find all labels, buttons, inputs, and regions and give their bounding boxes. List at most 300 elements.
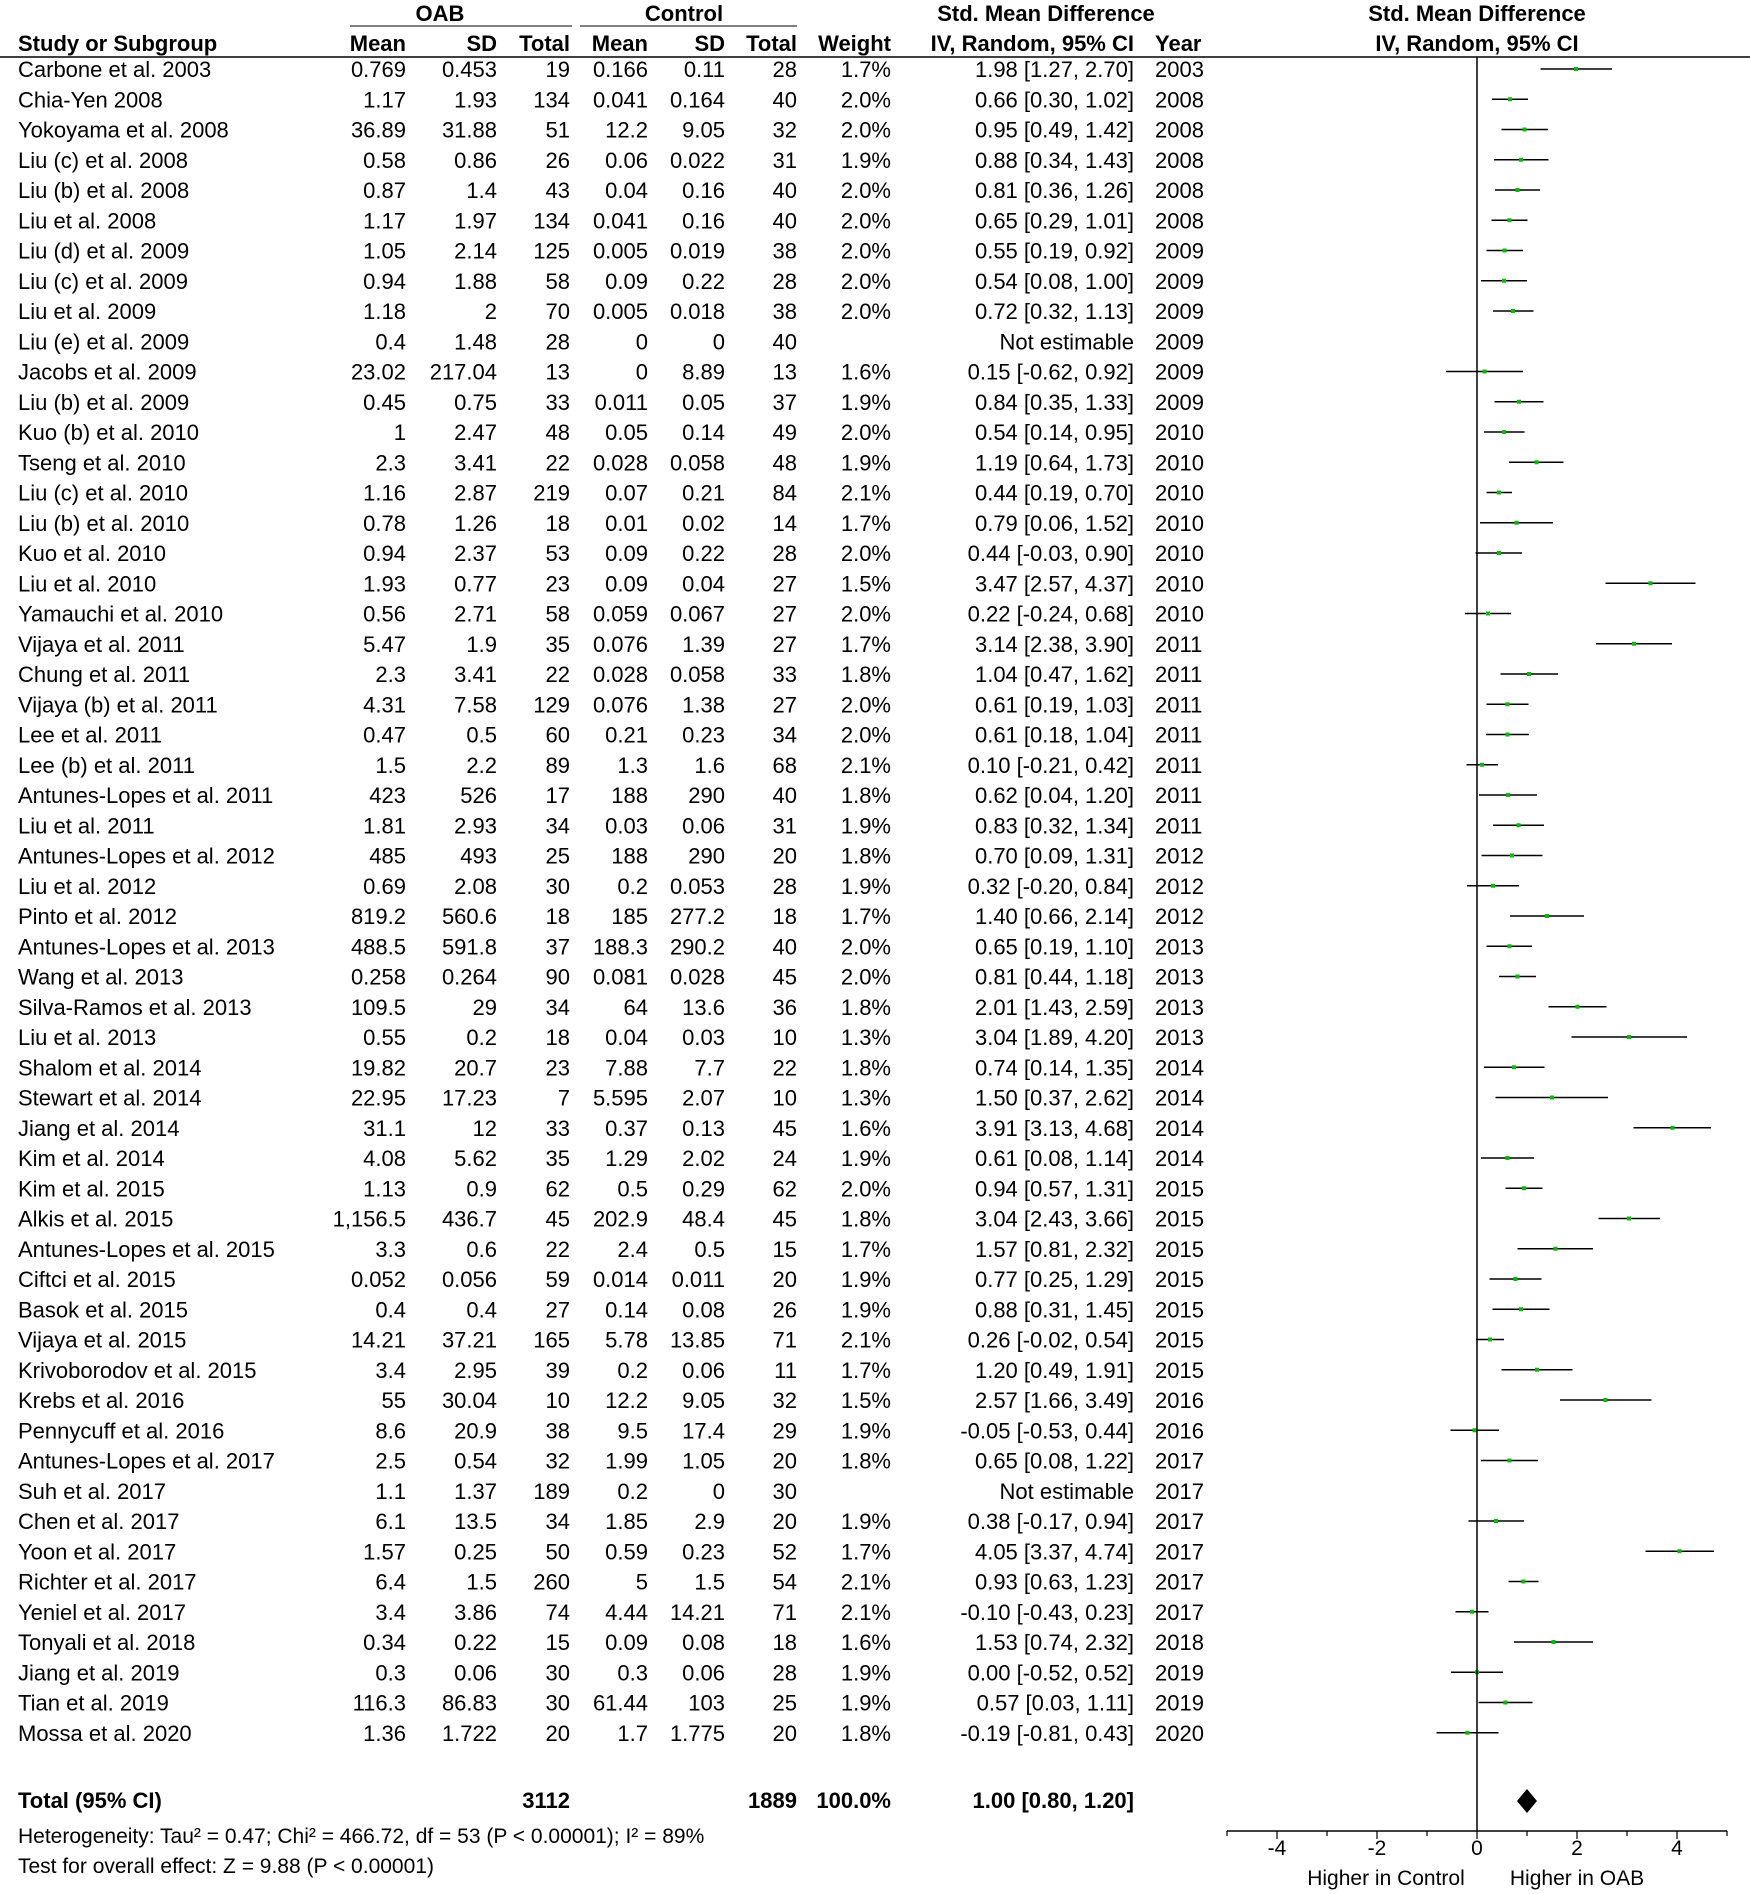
row-oab-sd: 2.93 xyxy=(454,813,497,839)
row-weight: 1.3% xyxy=(840,1025,891,1050)
row-ctrl-mean: 0.09 xyxy=(605,268,648,294)
row-ctrl-total: 32 xyxy=(772,117,797,143)
row-ctrl-mean: 0 xyxy=(635,359,648,385)
effect-marker xyxy=(1512,1065,1516,1069)
row-year: 2012 xyxy=(1155,843,1204,869)
row-year: 2013 xyxy=(1155,934,1204,960)
row-weight: 2.0% xyxy=(840,541,891,566)
row-ctrl-total: 20 xyxy=(772,1720,797,1746)
row-smd-ci: 0.62 [0.04, 1.20] xyxy=(974,783,1134,808)
table-row xyxy=(18,571,1204,596)
row-ctrl-total: 32 xyxy=(772,1388,797,1413)
row-year: 2014 xyxy=(1155,1085,1204,1111)
row-ctrl-sd: 13.85 xyxy=(669,1327,725,1353)
table-row xyxy=(18,1297,1204,1322)
row-ctrl-mean: 188.3 xyxy=(592,934,648,960)
row-ctrl-mean: 0.06 xyxy=(605,147,648,173)
row-ctrl-total: 28 xyxy=(772,268,797,294)
row-ctrl-mean: 0.081 xyxy=(592,964,648,990)
row-oab-sd: 3.41 xyxy=(454,450,497,476)
row-ctrl-sd: 2.02 xyxy=(682,1146,725,1171)
table-row xyxy=(18,1025,1204,1050)
header-weight: Weight xyxy=(818,31,891,56)
row-oab-sd: 0.54 xyxy=(454,1448,497,1474)
row-ctrl-total: 62 xyxy=(772,1176,797,1202)
row-ctrl-sd: 0.23 xyxy=(682,722,725,748)
row-year: 2013 xyxy=(1155,964,1204,990)
row-oab-total: 23 xyxy=(545,1055,570,1081)
row-study-name: Jiang et al. 2019 xyxy=(18,1660,180,1686)
row-ctrl-sd: 0.06 xyxy=(682,1660,725,1686)
row-ctrl-mean: 64 xyxy=(623,994,648,1020)
row-ctrl-sd: 0.5 xyxy=(694,1236,725,1262)
row-weight: 1.8% xyxy=(840,1206,891,1232)
row-oab-mean: 4.31 xyxy=(363,692,406,718)
row-ctrl-mean: 0.076 xyxy=(592,631,648,657)
row-year: 2017 xyxy=(1155,1569,1204,1595)
row-oab-sd: 526 xyxy=(460,783,497,808)
row-ctrl-total: 45 xyxy=(772,964,797,990)
row-smd-ci: 1.04 [0.47, 1.62] xyxy=(974,662,1134,687)
row-smd-ci: 3.91 [3.13, 4.68] xyxy=(974,1115,1134,1141)
effect-marker xyxy=(1506,793,1510,797)
row-oab-sd: 493 xyxy=(460,843,497,869)
row-smd-ci: 0.81 [0.44, 1.18] xyxy=(974,964,1134,990)
row-ctrl-sd: 2.9 xyxy=(694,1509,725,1534)
row-oab-total: 33 xyxy=(545,389,570,415)
effect-marker xyxy=(1649,581,1653,585)
row-weight: 2.1% xyxy=(840,480,891,506)
row-oab-mean: 6.1 xyxy=(375,1509,406,1534)
effect-marker xyxy=(1486,612,1490,616)
row-ctrl-sd: 17.4 xyxy=(682,1418,725,1444)
row-weight: 1.8% xyxy=(840,1055,891,1081)
row-year: 2011 xyxy=(1155,813,1203,839)
row-ctrl-mean: 0.2 xyxy=(617,1478,648,1504)
row-oab-total: 27 xyxy=(545,1297,570,1323)
effect-marker xyxy=(1506,1156,1510,1160)
row-weight: 1.6% xyxy=(840,1115,891,1141)
row-ctrl-mean: 5 xyxy=(635,1569,648,1595)
row-oab-sd: 2.2 xyxy=(466,752,497,778)
row-weight: 2.1% xyxy=(840,1327,891,1353)
row-ctrl-sd: 0.06 xyxy=(682,813,725,839)
row-oab-mean: 1.17 xyxy=(363,208,406,234)
row-oab-mean: 2.3 xyxy=(375,450,406,476)
row-year: 2012 xyxy=(1155,904,1204,929)
row-weight: 1.7% xyxy=(840,510,891,536)
row-ctrl-mean: 1.3 xyxy=(617,752,648,778)
row-oab-sd: 7.58 xyxy=(454,692,497,718)
row-oab-sd: 0.06 xyxy=(454,1660,497,1686)
row-ctrl-sd: 1.39 xyxy=(682,631,725,657)
row-oab-sd: 0.4 xyxy=(466,1297,497,1323)
x-axis xyxy=(1227,1831,1727,1860)
row-oab-total: 45 xyxy=(545,1206,570,1232)
row-weight: 1.9% xyxy=(840,1418,891,1444)
effect-marker xyxy=(1508,97,1512,101)
row-ctrl-total: 84 xyxy=(772,480,797,506)
row-year: 2012 xyxy=(1155,873,1204,899)
row-oab-total: 70 xyxy=(545,299,570,324)
row-oab-mean: 1.16 xyxy=(363,480,406,506)
row-smd-ci: 3.47 [2.57, 4.37] xyxy=(974,571,1134,597)
row-study-name: Liu et al. 2010 xyxy=(18,571,157,597)
row-study-name: Liu (b) et al. 2008 xyxy=(18,178,190,203)
row-oab-mean: 6.4 xyxy=(375,1569,406,1595)
row-study-name: Jacobs et al. 2009 xyxy=(18,359,197,385)
row-ctrl-total: 28 xyxy=(772,57,797,82)
row-weight: 2.0% xyxy=(840,722,891,748)
row-oab-total: 58 xyxy=(545,601,570,627)
row-ctrl-sd: 103 xyxy=(688,1690,725,1716)
row-ctrl-sd: 0 xyxy=(712,329,725,355)
row-ctrl-sd: 1.6 xyxy=(694,752,725,778)
row-weight: 1.6% xyxy=(840,359,891,385)
header-control: Control xyxy=(644,1,724,26)
row-ctrl-mean: 12.2 xyxy=(605,1388,648,1413)
row-weight: 2.0% xyxy=(840,934,891,960)
row-ctrl-mean: 5.595 xyxy=(592,1085,648,1111)
row-ctrl-sd: 7.7 xyxy=(694,1055,725,1081)
row-ctrl-total: 26 xyxy=(772,1297,797,1323)
table-row xyxy=(18,1479,1204,1504)
row-ctrl-total: 20 xyxy=(772,1509,797,1534)
row-oab-mean: 0.87 xyxy=(363,178,406,203)
effect-marker xyxy=(1523,128,1527,132)
row-year: 2019 xyxy=(1155,1660,1204,1686)
row-study-name: Lee et al. 2011 xyxy=(18,722,162,748)
row-ctrl-sd: 13.6 xyxy=(682,994,725,1020)
row-oab-sd: 2.37 xyxy=(454,541,497,566)
row-oab-total: 51 xyxy=(545,117,570,143)
table-row xyxy=(18,269,1204,294)
row-ctrl-sd: 0.028 xyxy=(669,964,725,990)
total-weight: 100.0% xyxy=(816,1788,891,1813)
table-row xyxy=(18,874,1204,899)
row-oab-mean: 0.55 xyxy=(363,1025,406,1050)
row-oab-mean: 0.34 xyxy=(363,1630,406,1655)
table-row xyxy=(18,390,1204,415)
row-oab-sd: 0.25 xyxy=(454,1539,497,1565)
row-year: 2009 xyxy=(1155,359,1204,385)
row-oab-mean: 1,156.5 xyxy=(332,1206,406,1232)
row-smd-ci: 0.88 [0.31, 1.45] xyxy=(974,1297,1134,1323)
row-study-name: Liu et al. 2009 xyxy=(18,299,157,324)
row-smd-ci: 0.65 [0.08, 1.22] xyxy=(974,1448,1134,1474)
row-year: 2015 xyxy=(1155,1206,1204,1232)
header-ctrl-total: Total xyxy=(746,31,797,56)
table-row xyxy=(18,1267,1204,1292)
row-weight: 1.8% xyxy=(840,994,891,1020)
row-ctrl-sd: 9.05 xyxy=(682,1388,725,1413)
row-study-name: Tian et al. 2019 xyxy=(18,1690,169,1716)
row-ctrl-total: 20 xyxy=(772,1267,797,1292)
row-year: 2008 xyxy=(1155,208,1204,234)
row-ctrl-total: 52 xyxy=(772,1539,797,1565)
table-row xyxy=(18,360,1204,385)
table-row xyxy=(18,783,1202,808)
row-weight: 2.0% xyxy=(840,208,891,234)
row-weight: 2.0% xyxy=(840,1176,891,1202)
row-smd-ci: 0.61 [0.08, 1.14] xyxy=(974,1146,1134,1171)
row-ctrl-mean: 0.014 xyxy=(592,1267,648,1292)
row-year: 2017 xyxy=(1155,1478,1204,1504)
row-weight: 2.1% xyxy=(840,1569,891,1595)
row-ctrl-mean: 1.29 xyxy=(605,1146,648,1171)
row-smd-ci: 0.84 [0.35, 1.33] xyxy=(974,389,1134,415)
row-ctrl-sd: 0.21 xyxy=(682,480,725,506)
row-oab-sd: 0.6 xyxy=(466,1236,497,1262)
row-study-name: Kim et al. 2015 xyxy=(18,1176,165,1202)
row-smd-ci: 0.88 [0.34, 1.43] xyxy=(974,147,1134,173)
row-year: 2010 xyxy=(1155,541,1204,566)
row-ctrl-mean: 4.44 xyxy=(605,1599,648,1625)
row-oab-mean: 2.5 xyxy=(375,1448,406,1474)
row-weight: 2.0% xyxy=(840,692,891,718)
table-row xyxy=(18,965,1204,990)
row-year: 2008 xyxy=(1155,87,1204,113)
row-weight: 1.9% xyxy=(840,389,891,415)
row-smd-ci: 1.19 [0.64, 1.73] xyxy=(974,450,1134,476)
table-row xyxy=(18,1509,1204,1534)
row-oab-total: 260 xyxy=(533,1569,570,1595)
row-oab-mean: 0.3 xyxy=(375,1660,406,1686)
row-oab-total: 22 xyxy=(545,1236,570,1262)
row-ctrl-total: 27 xyxy=(772,692,797,718)
table-row xyxy=(18,1176,1204,1201)
row-ctrl-sd: 48.4 xyxy=(682,1206,725,1232)
row-ctrl-total: 40 xyxy=(772,934,797,960)
row-weight: 1.3% xyxy=(840,1085,891,1111)
axis-right-label: Higher in OAB xyxy=(1509,1867,1645,1890)
row-ctrl-total: 18 xyxy=(772,1630,797,1655)
row-oab-sd: 1.93 xyxy=(454,87,497,113)
row-weight: 1.8% xyxy=(840,1720,891,1746)
row-oab-sd: 0.77 xyxy=(454,571,497,597)
row-ctrl-sd: 0.08 xyxy=(682,1297,725,1323)
table-row xyxy=(18,511,1204,536)
row-oab-mean: 2.3 xyxy=(375,662,406,687)
row-weight: 1.5% xyxy=(840,1388,891,1413)
row-oab-total: 19 xyxy=(545,57,570,82)
row-smd-ci: 0.22 [-0.24, 0.68] xyxy=(967,601,1134,627)
row-smd-ci: 0.65 [0.19, 1.10] xyxy=(974,934,1134,960)
row-ctrl-sd: 0.29 xyxy=(682,1176,725,1202)
row-study-name: Vijaya et al. 2015 xyxy=(18,1327,187,1353)
row-study-name: Krivoborodov et al. 2015 xyxy=(18,1357,257,1383)
effect-marker xyxy=(1519,1307,1523,1311)
row-ctrl-sd: 0.03 xyxy=(682,1025,725,1050)
row-oab-sd: 1.5 xyxy=(466,1569,497,1595)
table-row xyxy=(18,753,1202,778)
row-study-name: Kuo (b) et al. 2010 xyxy=(18,420,200,445)
row-year: 2009 xyxy=(1155,268,1204,294)
row-ctrl-total: 54 xyxy=(772,1569,797,1595)
row-smd-ci: 0.94 [0.57, 1.31] xyxy=(974,1176,1134,1202)
row-ctrl-total: 28 xyxy=(772,873,797,899)
row-weight: 1.9% xyxy=(840,813,891,839)
effect-marker xyxy=(1508,944,1512,948)
row-weight: 1.9% xyxy=(840,1146,891,1171)
row-oab-total: 189 xyxy=(533,1478,570,1504)
row-smd-ci: 0.65 [0.29, 1.01] xyxy=(974,208,1134,234)
row-oab-mean: 1 xyxy=(393,420,406,445)
header-ci-plot: IV, Random, 95% CI xyxy=(1375,31,1579,56)
row-oab-sd: 3.86 xyxy=(454,1599,497,1625)
effect-marker xyxy=(1466,1731,1470,1735)
row-oab-total: 33 xyxy=(545,1115,570,1141)
table-row xyxy=(18,450,1204,475)
row-study-name: Liu et al. 2008 xyxy=(18,208,157,234)
effect-marker xyxy=(1508,218,1512,222)
effect-marker xyxy=(1535,1368,1539,1372)
row-year: 2017 xyxy=(1155,1509,1204,1534)
tick-label: 2 xyxy=(1571,1837,1583,1860)
row-ctrl-mean: 0.14 xyxy=(605,1297,648,1323)
row-oab-total: 22 xyxy=(545,450,570,476)
row-year: 2014 xyxy=(1155,1055,1204,1081)
row-weight: 1.8% xyxy=(840,662,891,687)
row-smd-ci: 0.54 [0.14, 0.95] xyxy=(974,420,1134,445)
row-oab-sd: 0.453 xyxy=(441,57,497,82)
row-smd-ci: 0.83 [0.32, 1.34] xyxy=(974,813,1134,839)
row-smd-ci: 0.66 [0.30, 1.02] xyxy=(974,87,1134,113)
row-ctrl-mean: 2.4 xyxy=(617,1236,648,1262)
row-study-name: Liu (e) et al. 2009 xyxy=(18,329,190,355)
row-study-name: Yamauchi et al. 2010 xyxy=(18,601,224,627)
table-row xyxy=(18,1328,1204,1353)
row-oab-mean: 0.58 xyxy=(363,147,406,173)
row-ctrl-total: 15 xyxy=(772,1236,797,1262)
row-oab-sd: 560.6 xyxy=(441,904,497,929)
table-row xyxy=(18,1539,1204,1564)
row-ctrl-sd: 0.04 xyxy=(682,571,725,597)
row-smd-ci: 1.53 [0.74, 2.32] xyxy=(974,1630,1134,1655)
effect-marker xyxy=(1678,1549,1682,1553)
row-smd-ci: 0.15 [-0.62, 0.92] xyxy=(967,359,1134,385)
row-oab-sd: 29 xyxy=(472,994,497,1020)
row-oab-total: 18 xyxy=(545,904,570,929)
row-ctrl-total: 20 xyxy=(772,1448,797,1474)
table-row xyxy=(18,1630,1204,1655)
row-oab-mean: 1.1 xyxy=(375,1478,406,1504)
row-study-name: Antunes-Lopes et al. 2011 xyxy=(18,783,274,808)
row-ctrl-mean: 1.7 xyxy=(617,1720,648,1746)
row-ctrl-mean: 12.2 xyxy=(605,117,648,143)
row-weight: 2.0% xyxy=(840,87,891,113)
row-study-name: Liu et al. 2013 xyxy=(18,1025,157,1050)
row-study-name: Yokoyama et al. 2008 xyxy=(18,117,229,143)
row-ctrl-sd: 0.019 xyxy=(669,238,725,264)
table-row xyxy=(18,1116,1204,1141)
row-ctrl-total: 27 xyxy=(772,631,797,657)
row-oab-mean: 0.94 xyxy=(363,541,406,566)
row-ctrl-mean: 5.78 xyxy=(605,1327,648,1353)
row-oab-sd: 1.37 xyxy=(454,1478,497,1504)
effect-marker xyxy=(1514,1277,1518,1281)
row-ctrl-total: 25 xyxy=(772,1690,797,1716)
table-row xyxy=(18,329,1204,354)
effect-marker xyxy=(1554,1247,1558,1251)
row-ctrl-mean: 0.028 xyxy=(592,450,648,476)
row-smd-ci: Not estimable xyxy=(999,1478,1134,1504)
row-oab-mean: 0.94 xyxy=(363,268,406,294)
row-oab-mean: 1.17 xyxy=(363,87,406,113)
table-row xyxy=(18,541,1204,566)
row-ctrl-sd: 0.08 xyxy=(682,1630,725,1655)
row-year: 2013 xyxy=(1155,1025,1204,1050)
table-row xyxy=(18,995,1204,1020)
row-ctrl-sd: 290 xyxy=(688,783,725,808)
row-oab-mean: 14.21 xyxy=(350,1327,406,1353)
effect-marker xyxy=(1506,702,1510,706)
row-oab-sd: 0.2 xyxy=(466,1025,497,1050)
row-ctrl-mean: 9.5 xyxy=(617,1418,648,1444)
row-year: 2011 xyxy=(1155,631,1203,657)
effect-marker xyxy=(1576,1005,1580,1009)
row-oab-total: 90 xyxy=(545,964,570,990)
row-ctrl-sd: 0.11 xyxy=(683,57,725,82)
row-smd-ci: 4.05 [3.37, 4.74] xyxy=(974,1539,1134,1565)
row-weight: 1.7% xyxy=(840,57,891,82)
row-ctrl-mean: 0.166 xyxy=(592,57,648,82)
table-row xyxy=(18,602,1204,627)
row-ctrl-sd: 0.14 xyxy=(682,420,725,445)
row-smd-ci: 0.32 [-0.20, 0.84] xyxy=(967,873,1134,899)
row-weight: 1.9% xyxy=(840,1267,891,1292)
row-oab-total: 23 xyxy=(545,571,570,597)
row-ctrl-total: 37 xyxy=(772,389,797,415)
tick-label: 4 xyxy=(1671,1837,1683,1860)
table-row xyxy=(18,1055,1204,1080)
table-row xyxy=(18,632,1202,657)
row-oab-total: 60 xyxy=(545,722,570,748)
row-smd-ci: 0.61 [0.18, 1.04] xyxy=(974,722,1134,748)
row-ctrl-sd: 290 xyxy=(688,843,725,869)
row-study-name: Shalom et al. 2014 xyxy=(18,1055,202,1081)
row-ctrl-sd: 290.2 xyxy=(669,934,725,960)
row-study-name: Silva-Ramos et al. 2013 xyxy=(18,994,252,1020)
header-study: Study or Subgroup xyxy=(18,31,218,56)
row-year: 2003 xyxy=(1155,57,1204,82)
row-year: 2011 xyxy=(1155,722,1203,748)
row-oab-total: 43 xyxy=(545,178,570,203)
row-ctrl-total: 71 xyxy=(772,1599,797,1625)
row-oab-mean: 0.4 xyxy=(375,329,406,355)
table-row xyxy=(18,1388,1204,1413)
row-oab-sd: 31.88 xyxy=(441,117,497,143)
row-study-name: Mossa et al. 2020 xyxy=(18,1720,192,1746)
row-ctrl-sd: 0.16 xyxy=(682,208,725,234)
row-ctrl-mean: 0.21 xyxy=(605,722,648,748)
row-weight: 2.0% xyxy=(840,964,891,990)
row-year: 2013 xyxy=(1155,994,1204,1020)
row-ctrl-total: 40 xyxy=(772,783,797,808)
row-ctrl-mean: 0.05 xyxy=(605,420,648,445)
row-smd-ci: 0.54 [0.08, 1.00] xyxy=(974,268,1134,294)
row-ctrl-sd: 1.775 xyxy=(669,1720,725,1746)
row-year: 2011 xyxy=(1155,662,1203,687)
row-smd-ci: 0.93 [0.63, 1.23] xyxy=(974,1569,1134,1595)
row-oab-sd: 17.23 xyxy=(441,1085,497,1111)
row-smd-ci: 0.74 [0.14, 1.35] xyxy=(974,1055,1134,1081)
effect-marker xyxy=(1517,823,1521,827)
row-study-name: Tseng et al. 2010 xyxy=(18,450,186,476)
effect-marker xyxy=(1504,1701,1508,1705)
row-oab-total: 34 xyxy=(545,813,570,839)
table-row xyxy=(18,1086,1204,1111)
